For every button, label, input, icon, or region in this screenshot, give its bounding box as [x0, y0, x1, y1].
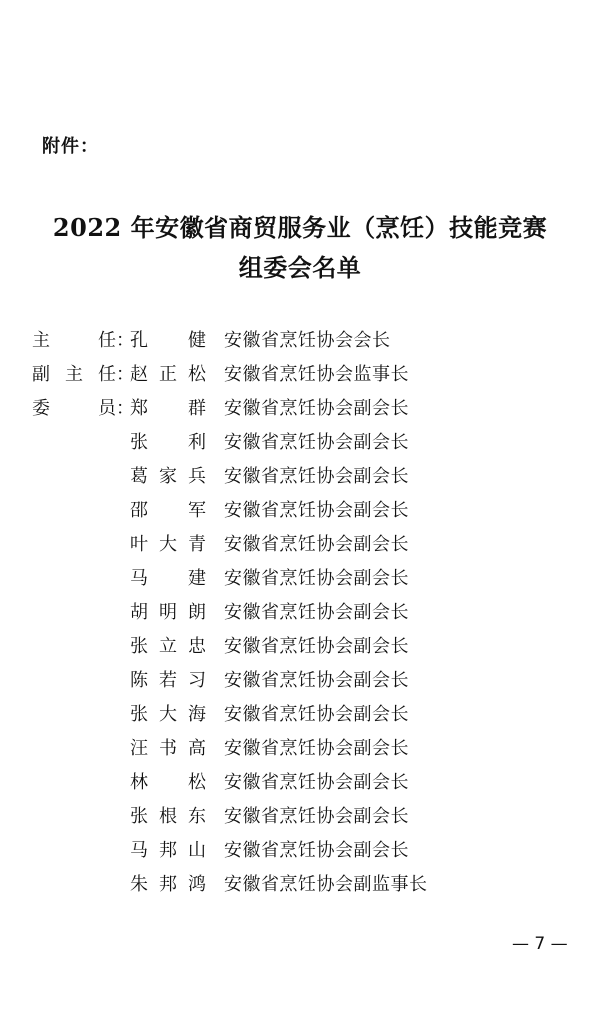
list-item	[32, 424, 552, 458]
member-position: 安徽省烹饪协会副会长	[224, 840, 409, 861]
list-item	[32, 322, 552, 356]
role-cell	[32, 360, 134, 386]
list-item	[32, 798, 552, 832]
member-position: 安徽省烹饪协会副会长	[224, 602, 409, 623]
member-name: 胡明朗	[130, 602, 206, 623]
committee-member-list	[32, 322, 552, 900]
list-item	[32, 662, 552, 696]
member-position: 安徽省烹饪协会会长	[224, 330, 391, 351]
member-name: 汪书高	[130, 738, 206, 759]
member-name: 林 松	[130, 772, 206, 793]
member-name: 张根东	[130, 806, 206, 827]
member-position: 安徽省烹饪协会副会长	[224, 398, 409, 419]
member-name: 郑 群	[130, 398, 206, 419]
member-position: 安徽省烹饪协会副会长	[224, 534, 409, 555]
role-cell	[32, 394, 134, 420]
member-name: 张大海	[130, 704, 206, 725]
member-position: 安徽省烹饪协会副会长	[224, 772, 409, 793]
list-item	[32, 628, 552, 662]
member-position: 安徽省烹饪协会副会长	[224, 568, 409, 589]
member-position: 安徽省烹饪协会副会长	[224, 466, 409, 487]
list-item	[32, 696, 552, 730]
list-item	[32, 560, 552, 594]
list-item	[32, 764, 552, 798]
member-position: 安徽省烹饪协会副会长	[224, 636, 409, 657]
member-name: 马 建	[130, 568, 206, 589]
list-item	[32, 492, 552, 526]
document-title-line1: 2022 年安徽省商贸服务业（烹饪）技能竞赛	[52, 213, 548, 242]
member-position: 安徽省烹饪协会副会长	[224, 738, 409, 759]
member-name: 邵 军	[130, 500, 206, 521]
list-item	[32, 832, 552, 866]
role-colon: ：	[116, 398, 134, 419]
member-name: 张 利	[130, 432, 206, 453]
member-name: 马邦山	[130, 840, 206, 861]
member-name: 朱邦鸿	[130, 874, 206, 895]
member-name: 孔 健	[130, 330, 206, 351]
member-position: 安徽省烹饪协会监事长	[224, 364, 409, 385]
member-position: 安徽省烹饪协会副会长	[224, 704, 409, 725]
member-name: 陈若习	[130, 670, 206, 691]
list-item	[32, 730, 552, 764]
role-colon: ：	[116, 330, 134, 351]
list-item	[32, 526, 552, 560]
member-name: 赵正松	[130, 364, 206, 385]
member-name: 张立忠	[130, 636, 206, 657]
list-item	[32, 866, 552, 900]
member-name: 葛家兵	[130, 466, 206, 487]
role-label: 副 主 任	[32, 364, 116, 385]
member-position: 安徽省烹饪协会副会长	[224, 670, 409, 691]
role-colon: ：	[116, 364, 134, 385]
role-cell	[32, 326, 134, 352]
member-position: 安徽省烹饪协会副监事长	[224, 874, 428, 895]
member-position: 安徽省烹饪协会副会长	[224, 500, 409, 521]
attachment-label: 附件：	[42, 136, 99, 157]
list-item	[32, 356, 552, 390]
role-label: 委 员	[32, 398, 116, 419]
role-label: 主 任	[32, 330, 116, 351]
document-title-line2: 组委会名单	[238, 253, 362, 282]
list-item	[32, 594, 552, 628]
member-position: 安徽省烹饪协会副会长	[224, 806, 409, 827]
page-number: — 7 —	[512, 934, 568, 954]
list-item	[32, 458, 552, 492]
list-item	[32, 390, 552, 424]
member-name: 叶大青	[130, 534, 206, 555]
member-position: 安徽省烹饪协会副会长	[224, 432, 409, 453]
